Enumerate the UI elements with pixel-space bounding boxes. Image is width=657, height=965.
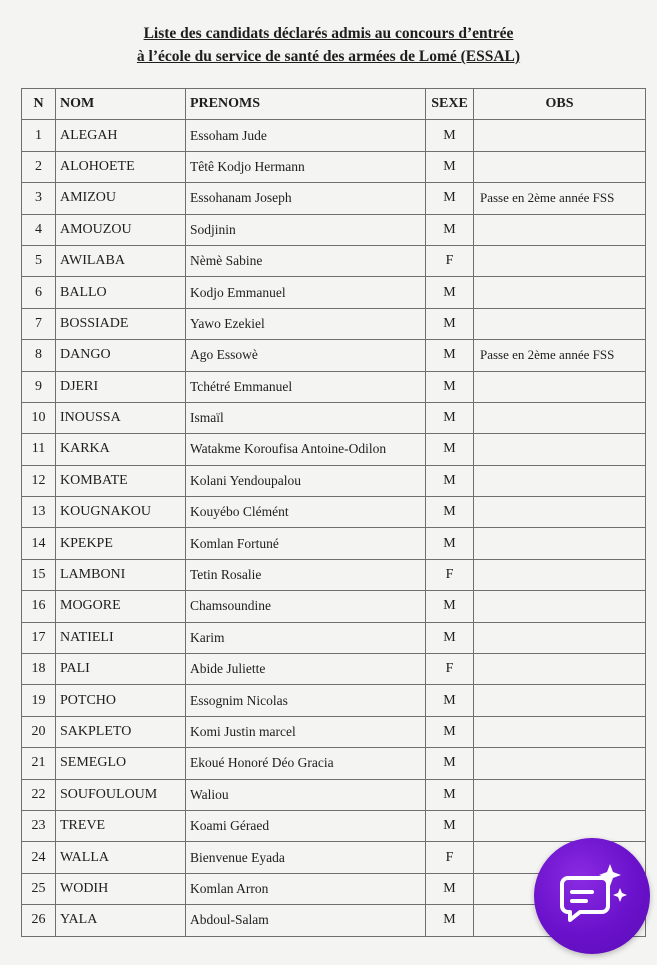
row-prenoms: Komlan Fortuné [186,528,426,559]
row-nom: ALOHOETE [56,151,186,182]
header-n: N [22,89,56,120]
row-sexe: M [426,308,474,339]
header-sexe: SEXE [426,89,474,120]
table-row [22,622,646,653]
row-sexe: M [426,497,474,528]
row-prenoms: Chamsoundine [186,591,426,622]
table-row [22,465,646,496]
row-nom: POTCHO [56,685,186,716]
row-number: 18 [22,654,56,685]
row-prenoms: Kolani Yendoupalou [186,465,426,496]
table-row [22,748,646,779]
row-number: 6 [22,277,56,308]
row-nom: WODIH [56,873,186,904]
row-prenoms: Têtê Kodjo Hermann [186,151,426,182]
table-row [22,183,646,214]
row-nom: LAMBONI [56,559,186,590]
row-sexe: M [426,716,474,747]
candidates-table [21,88,646,937]
row-sexe: F [426,654,474,685]
row-sexe: M [426,120,474,151]
row-number: 9 [22,371,56,402]
row-obs [474,528,646,559]
row-nom: DJERI [56,371,186,402]
row-obs [474,402,646,433]
row-sexe: M [426,465,474,496]
table-row [22,277,646,308]
assistant-chat-button[interactable] [534,838,650,954]
table-row [22,402,646,433]
row-nom: AWILABA [56,245,186,276]
row-sexe: M [426,528,474,559]
row-obs [474,591,646,622]
row-nom: AMIZOU [56,183,186,214]
table-row [22,497,646,528]
row-prenoms: Bienvenue Eyada [186,842,426,873]
row-number: 3 [22,183,56,214]
table-body [22,120,646,936]
row-obs [474,465,646,496]
row-number: 26 [22,905,56,936]
table-row [22,120,646,151]
row-number: 11 [22,434,56,465]
row-number: 8 [22,340,56,371]
row-nom: WALLA [56,842,186,873]
row-prenoms: Waliou [186,779,426,810]
row-nom: KPEKPE [56,528,186,559]
row-prenoms: Koami Géraed [186,810,426,841]
row-number: 1 [22,120,56,151]
table-row [22,654,646,685]
row-obs [474,654,646,685]
row-prenoms: Ago Essowè [186,340,426,371]
row-sexe: F [426,245,474,276]
row-prenoms: Essohanam Joseph [186,183,426,214]
row-number: 20 [22,716,56,747]
row-nom: SAKPLETO [56,716,186,747]
row-prenoms: Tchétré Emmanuel [186,371,426,402]
row-sexe: M [426,591,474,622]
row-number: 17 [22,622,56,653]
row-number: 16 [22,591,56,622]
table-row [22,528,646,559]
row-prenoms: Kodjo Emmanuel [186,277,426,308]
row-obs [474,214,646,245]
row-prenoms: Abide Juliette [186,654,426,685]
row-nom: MOGORE [56,591,186,622]
row-sexe: F [426,842,474,873]
row-sexe: M [426,183,474,214]
table-row [22,340,646,371]
row-nom: BALLO [56,277,186,308]
row-sexe: M [426,873,474,904]
row-prenoms: Komi Justin marcel [186,716,426,747]
row-obs [474,716,646,747]
row-sexe: M [426,434,474,465]
row-obs: Passe en 2ème année FSS [474,183,646,214]
title-line-1: Liste des candidats déclarés admis au concours d’entrée [143,25,514,42]
row-sexe: M [426,340,474,371]
row-obs [474,497,646,528]
row-prenoms: Essognim Nicolas [186,685,426,716]
table-row [22,434,646,465]
row-nom: NATIELI [56,622,186,653]
row-prenoms: Abdoul-Salam [186,905,426,936]
row-sexe: M [426,371,474,402]
row-number: 23 [22,810,56,841]
header-nom: NOM [56,89,186,120]
row-sexe: M [426,151,474,182]
row-prenoms: Tetin Rosalie [186,559,426,590]
table-row [22,716,646,747]
table-row [22,308,646,339]
row-nom: KOMBATE [56,465,186,496]
row-number: 5 [22,245,56,276]
row-obs [474,685,646,716]
row-prenoms: Yawo Ezekiel [186,308,426,339]
row-obs [474,277,646,308]
row-obs [474,622,646,653]
row-sexe: M [426,905,474,936]
row-nom: BOSSIADE [56,308,186,339]
row-obs [474,779,646,810]
row-prenoms: Ismaïl [186,402,426,433]
row-number: 10 [22,402,56,433]
row-nom: SEMEGLO [56,748,186,779]
table-row [22,685,646,716]
row-prenoms: Komlan Arron [186,873,426,904]
row-sexe: M [426,685,474,716]
row-obs [474,308,646,339]
row-number: 2 [22,151,56,182]
header-prenoms: PRENOMS [186,89,426,120]
row-number: 13 [22,497,56,528]
row-nom: KOUGNAKOU [56,497,186,528]
row-sexe: M [426,622,474,653]
row-sexe: M [426,779,474,810]
row-nom: ALEGAH [56,120,186,151]
table-header-row [22,89,646,120]
row-obs [474,151,646,182]
row-number: 19 [22,685,56,716]
table-row [22,214,646,245]
row-number: 7 [22,308,56,339]
document-title [0,22,657,68]
table-row [22,245,646,276]
title-line-2: à l’école du service de santé des armées de Lomé (ESSAL) [136,48,521,65]
row-obs [474,559,646,590]
row-nom: YALA [56,905,186,936]
table-row [22,779,646,810]
row-obs [474,748,646,779]
chat-sparkle-icon [534,838,650,954]
row-sexe: M [426,214,474,245]
row-sexe: M [426,748,474,779]
row-sexe: M [426,277,474,308]
row-nom: AMOUZOU [56,214,186,245]
row-prenoms: Ekoué Honoré Déo Gracia [186,748,426,779]
row-obs: Passe en 2ème année FSS [474,340,646,371]
row-nom: KARKA [56,434,186,465]
row-prenoms: Nèmè Sabine [186,245,426,276]
row-prenoms: Kouyébo Clémént [186,497,426,528]
row-sexe: M [426,810,474,841]
row-number: 21 [22,748,56,779]
row-number: 12 [22,465,56,496]
row-nom: INOUSSA [56,402,186,433]
table-row [22,371,646,402]
header-obs: OBS [474,89,646,120]
table-row [22,559,646,590]
row-obs [474,120,646,151]
row-prenoms: Sodjinin [186,214,426,245]
row-number: 14 [22,528,56,559]
row-number: 24 [22,842,56,873]
row-nom: DANGO [56,340,186,371]
row-obs [474,371,646,402]
row-obs [474,434,646,465]
row-sexe: F [426,559,474,590]
row-nom: TREVE [56,810,186,841]
row-number: 25 [22,873,56,904]
row-sexe: M [426,402,474,433]
row-nom: SOUFOULOUM [56,779,186,810]
row-number: 4 [22,214,56,245]
row-obs [474,245,646,276]
row-nom: PALI [56,654,186,685]
table-row [22,591,646,622]
row-prenoms: Essoham Jude [186,120,426,151]
table-row [22,151,646,182]
row-prenoms: Karim [186,622,426,653]
row-number: 22 [22,779,56,810]
row-number: 15 [22,559,56,590]
row-prenoms: Watakme Koroufisa Antoine-Odilon [186,434,426,465]
